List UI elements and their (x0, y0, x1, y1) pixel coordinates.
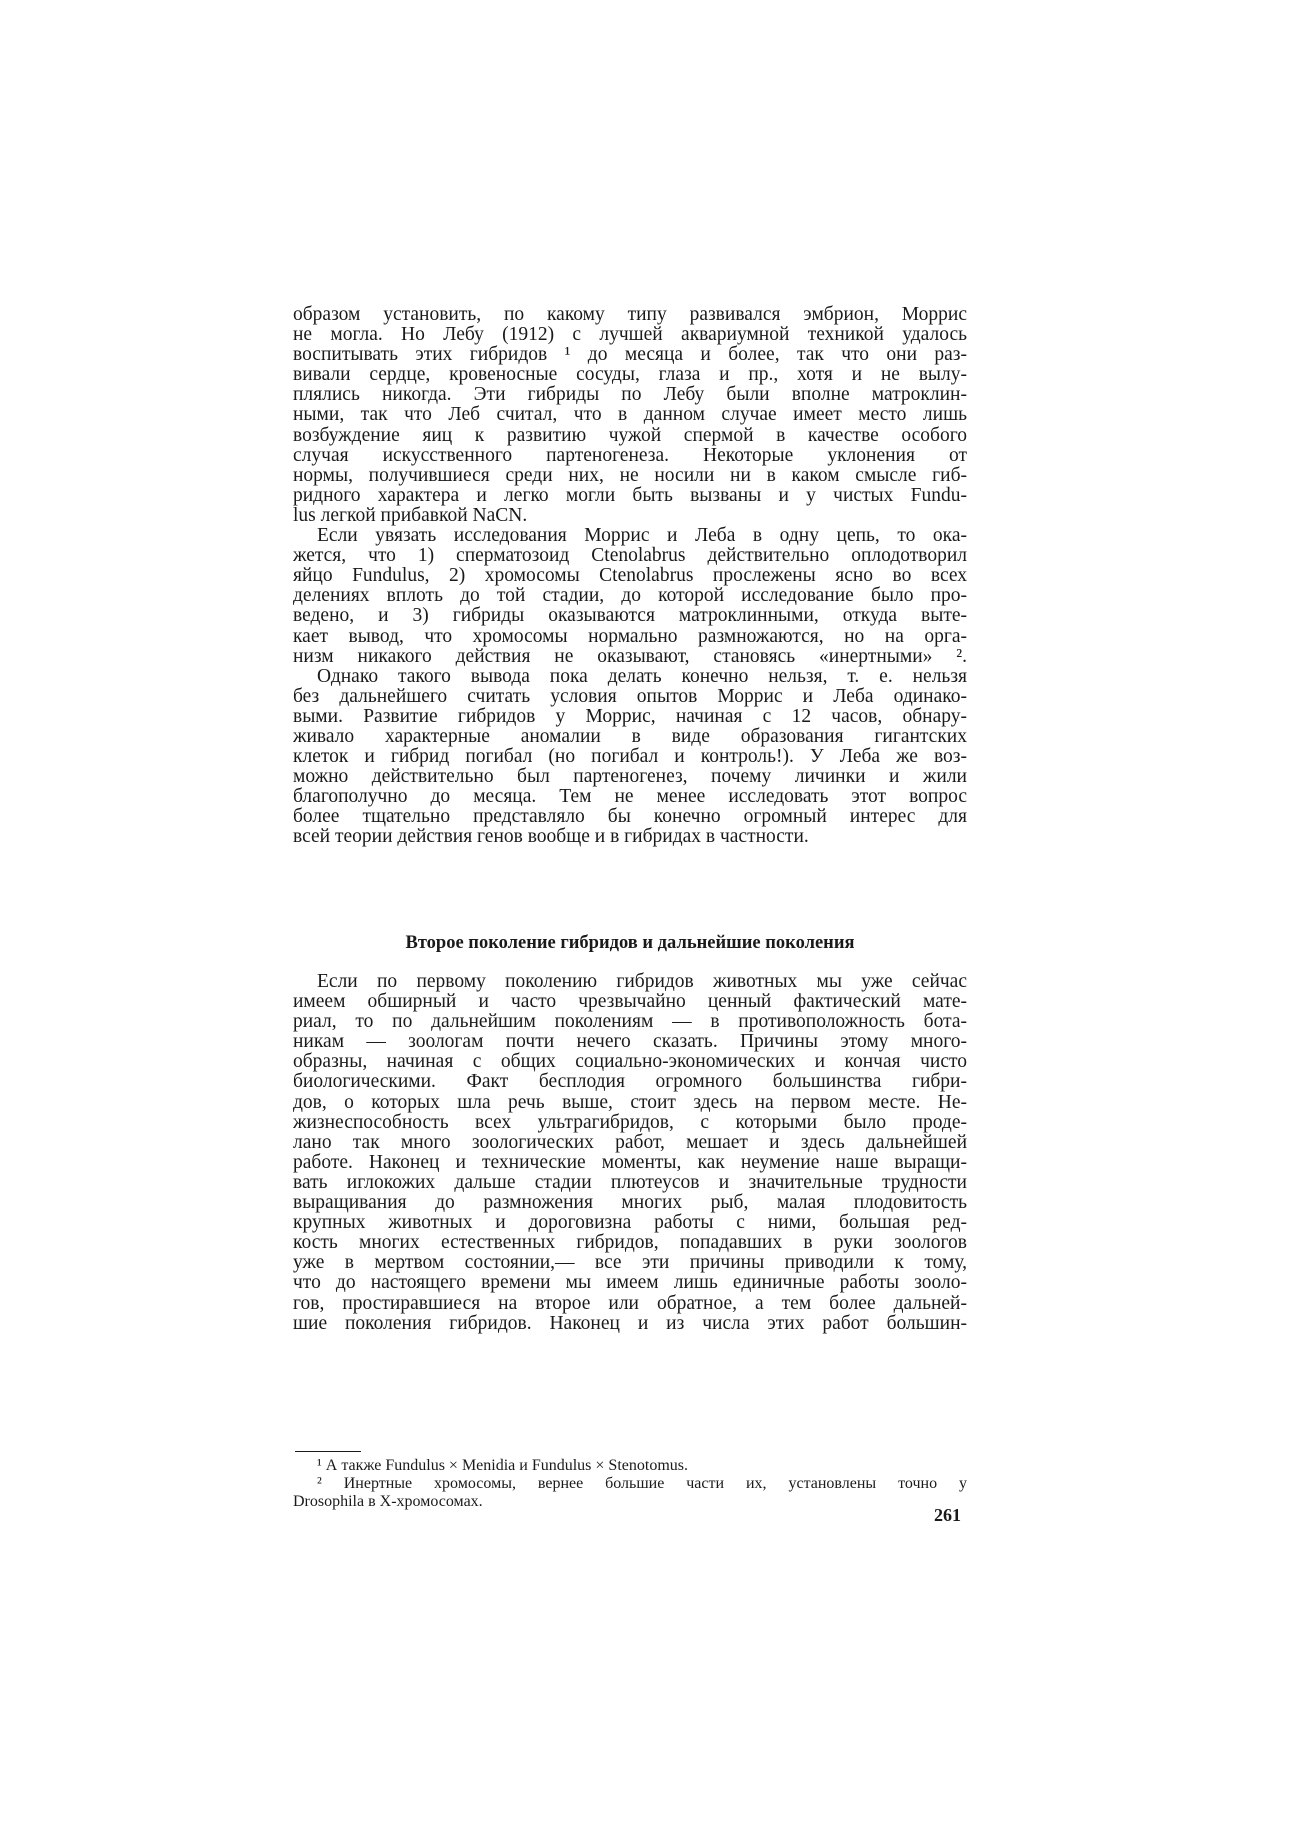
text-line: кость многих естественных гибридов, попадавших в руки зоологов (293, 1233, 967, 1254)
text-line: выми. Развитие гибридов у Моррис, начиная с 12 часов, обнару- (293, 706, 967, 727)
text-line: Однако такого вывода пока делать конечно нельзя, т. е. нельзя (317, 666, 967, 687)
text-line: кает вывод, что хромосомы нормально размножаются, но на орга- (293, 626, 967, 647)
footnote-divider (295, 1451, 361, 1452)
text-line: всей теории действия генов вообще и в гибридах в частности. (293, 827, 809, 848)
text-line: плялись никогда. Эти гибриды по Лебу были вполне матроклин- (293, 385, 967, 406)
text-line: более тщательно представляло бы конечно огромный интерес для (293, 807, 967, 828)
text-line: образом установить, по какому типу развивался эмбрион, Моррис (293, 305, 967, 325)
text-line: Если увязать исследования Моррис и Леба в одну цепь, то ока- (317, 526, 967, 547)
text-line: вивали сердце, кровеносные сосуды, глаза и пр., хотя и не вылу- (293, 365, 967, 386)
text-line: риал, то по дальнейшим поколениям — в противоположность бота- (293, 1012, 967, 1033)
text-line: образны, начиная с общих социально-экономических и кончая чисто (293, 1052, 967, 1073)
text-line: гов, простиравшиеся на второе или обратное, а тем более дальней- (293, 1293, 967, 1314)
text-line: выращивания до размножения многих рыб, малая плодовитость (293, 1193, 967, 1214)
text-line: шие поколения гибридов. Наконец и из числа этих работ большин- (293, 1313, 967, 1334)
text-line: яйцо Fundulus, 2) хромосомы Ctenolabrus прослежены ясно во всех (293, 566, 967, 587)
section-heading: Второе поколение гибридов и дальнейшие поколения (405, 933, 855, 953)
text-line: нормы, получившиеся среди них, не носили ни в каком смысле гиб- (293, 465, 967, 486)
footnote-line: ¹ А также Fundulus × Menidia и Fundulus × Stenotomus. (317, 1457, 688, 1474)
book-page (293, 305, 967, 1525)
text-line: без дальнейшего считать условия опытов Моррис и Леба одинако- (293, 686, 967, 707)
body-text-bottom (293, 972, 967, 1334)
text-line: делениях вплоть до той стадии, до которой исследование было про- (293, 586, 967, 607)
footnote-line: ² Инертные хромосомы, вернее большие части их, установлены точно у (317, 1475, 967, 1492)
text-line: возбуждение яиц к развитию чужой спермой в качестве особого (293, 425, 967, 446)
text-line: ными, так что Леб считал, что в данном случае имеет место лишь (293, 405, 967, 426)
text-line: жется, что 1) сперматозоид Ctenolabrus действительно оплодотворил (293, 546, 967, 567)
text-line: что до настоящего времени мы имеем лишь единичные работы зооло- (293, 1273, 967, 1294)
text-line: lus легкой прибавкой NaCN. (293, 505, 528, 526)
text-line: живало характерные аномалии в виде образования гигантских (293, 726, 967, 747)
text-line: благополучно до месяца. Тем не менее исследовать этот вопрос (293, 787, 967, 808)
text-line: имеем обширный и часто чрезвычайно ценный фактический мате- (293, 992, 967, 1013)
page-number: 261 (934, 1505, 961, 1525)
text-line: жизнеспособность всех ультрагибридов, с которыми было проде- (293, 1112, 967, 1133)
footnotes (293, 1457, 967, 1511)
text-line: ридного характера и легко могли быть вызваны и у чистых Fundu- (293, 485, 967, 506)
text-line: крупных животных и дороговизна работы с ними, большая ред- (293, 1213, 967, 1234)
text-line: никам — зоологам почти нечего сказать. Причины этому много- (293, 1032, 967, 1053)
text-line: лано так много зоологических работ, мешает и здесь дальнейшей (293, 1132, 967, 1153)
text-line: биологическими. Факт бесплодия огромного большинства гибри- (293, 1072, 967, 1093)
text-line: уже в мертвом состоянии,— все эти причины приводили к тому, (293, 1253, 967, 1274)
text-line: ведено, и 3) гибриды оказываются матроклинными, откуда выте- (293, 606, 967, 627)
text-line: можно действительно был партеногенез, почему личинки и жили (293, 767, 967, 788)
text-line: не могла. Но Лебу (1912) с лучшей аквариумной техникой удалось (293, 325, 967, 346)
text-line: воспитывать этих гибридов ¹ до месяца и более, так что они раз- (293, 345, 967, 366)
text-line: работе. Наконец и технические моменты, как неумение наше выращи- (293, 1152, 967, 1173)
text-line: низм никакого действия не оказывают, становясь «инертными» ². (293, 646, 967, 667)
body-text-top (293, 305, 967, 848)
text-line: дов, о которых шла речь выше, стоит здесь на первом месте. Не- (293, 1092, 967, 1113)
text-line: случая искусственного партеногенеза. Некоторые уклонения от (293, 445, 967, 466)
footnote-line: Drosophila в X-хромосомах. (293, 1493, 483, 1510)
text-line: Если по первому поколению гибридов животных мы уже сейчас (317, 972, 967, 992)
text-line: вать иглокожих дальше стадии плютеусов и значительные трудности (293, 1172, 967, 1193)
text-line: клеток и гибрид погибал (но погибал и контроль!). У Леба же воз- (293, 747, 967, 768)
